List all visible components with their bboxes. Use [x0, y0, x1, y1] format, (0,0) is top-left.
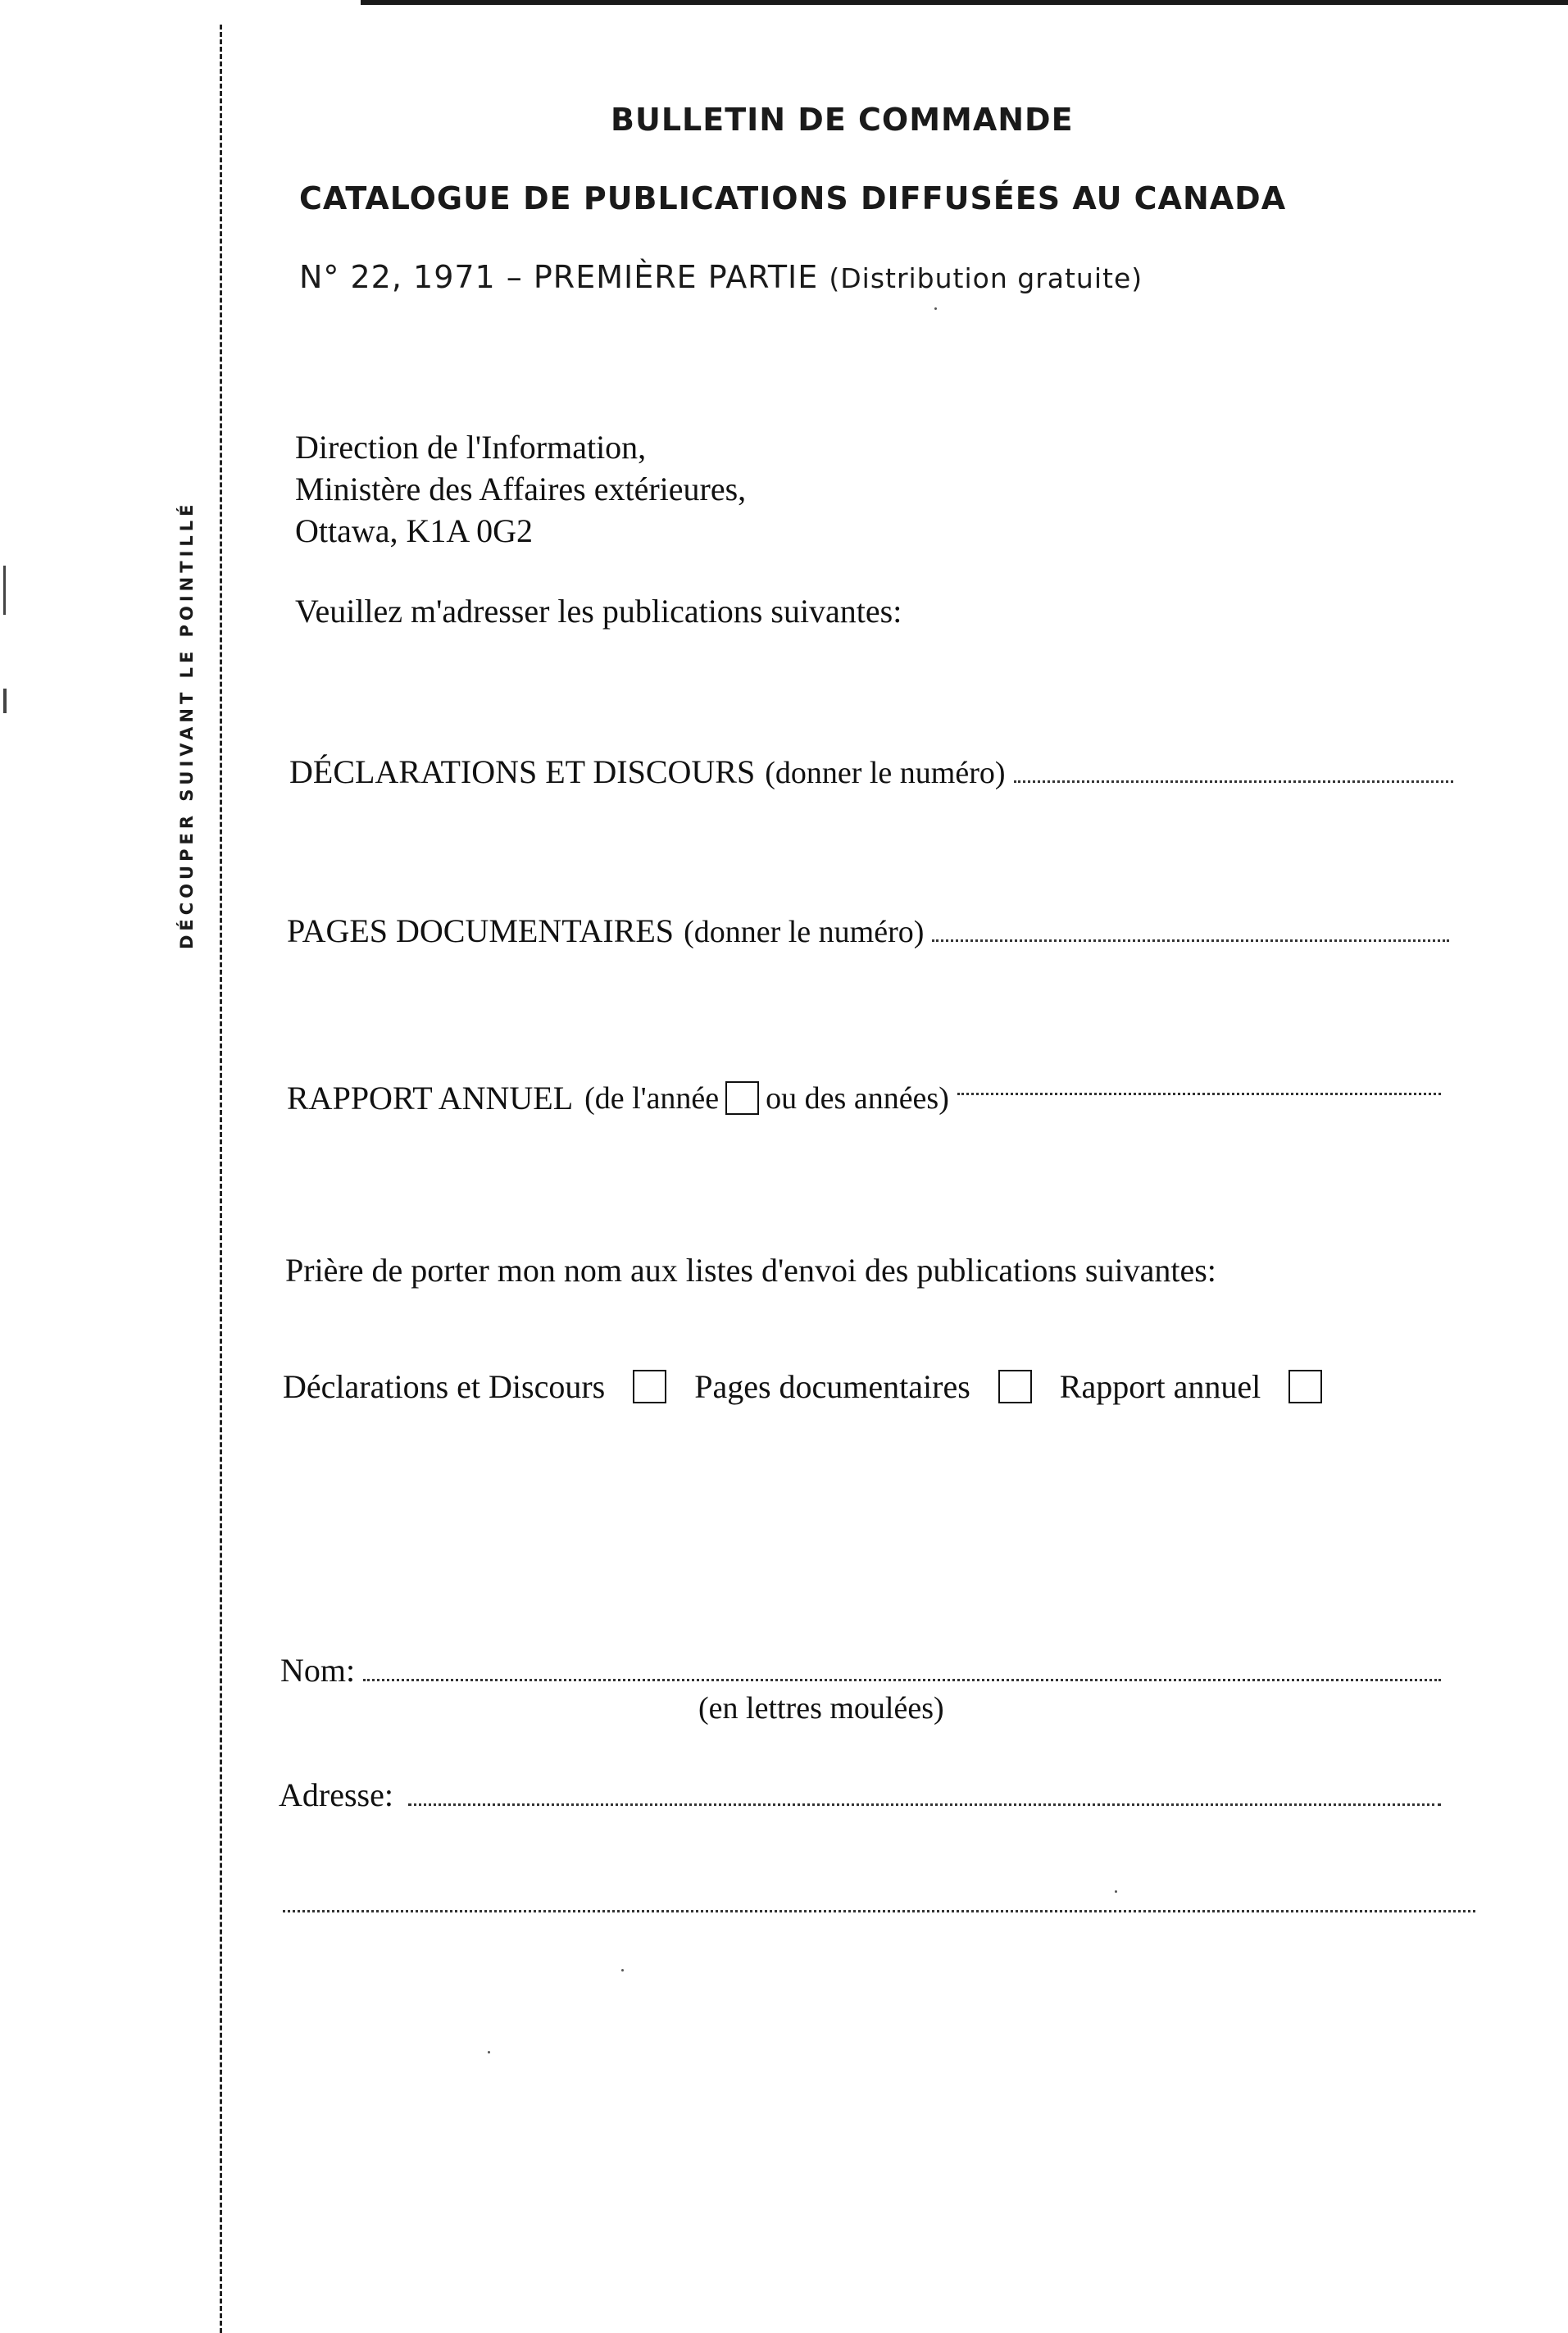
address-line: Ottawa, K1A 0G2: [295, 512, 533, 549]
address-row-2: [283, 1910, 1475, 1921]
mailing-address: [295, 426, 746, 552]
speck: [488, 2051, 490, 2053]
option-report-label: Rapport annuel: [1059, 1368, 1261, 1405]
name-label: Nom:: [280, 1652, 356, 1689]
edition-text: N° 22, 1971 – PREMIÈRE PARTIE: [299, 259, 819, 295]
option-report-checkbox[interactable]: [1288, 1370, 1322, 1403]
edition-line: [299, 259, 1143, 295]
report-years-field[interactable]: [957, 1093, 1441, 1095]
address-label: Adresse:: [279, 1776, 393, 1813]
edition-note: (Distribution gratuite): [829, 262, 1143, 294]
name-field[interactable]: [363, 1679, 1441, 1681]
cut-instruction: DÉCOUPER SUIVANT LE POINTILLÉ: [177, 500, 197, 949]
address-field[interactable]: [408, 1803, 1441, 1806]
option-pages-label: Pages documentaires: [694, 1368, 970, 1405]
address-row: [279, 1776, 1441, 1814]
speck: [621, 1969, 624, 1971]
speck: [1115, 1890, 1117, 1893]
request-text: Veuillez m'adresser les publications suivantes:: [295, 593, 902, 630]
address-line: Ministère des Affaires extérieures,: [295, 471, 747, 507]
top-rule: [361, 0, 1568, 5]
statements-label: DÉCLARATIONS ET DISCOURS: [289, 753, 756, 790]
form-title: BULLETIN DE COMMANDE: [611, 102, 1074, 138]
mailing-list-text: Prière de porter mon nom aux listes d'envoi des publications suivantes:: [285, 1252, 1216, 1289]
statements-row: [289, 753, 1453, 791]
report-note-years: ou des années): [766, 1080, 949, 1116]
pages-number-field[interactable]: [932, 939, 1449, 942]
option-pages-checkbox[interactable]: [998, 1370, 1032, 1403]
report-label: RAPPORT ANNUEL: [287, 1080, 574, 1116]
pages-label: PAGES DOCUMENTAIRES: [287, 912, 675, 949]
speck: [934, 307, 937, 310]
option-statements-checkbox[interactable]: [633, 1370, 666, 1403]
edge-mark: [3, 566, 6, 615]
statements-number-field[interactable]: [1014, 780, 1453, 783]
statements-note: (donner le numéro): [765, 756, 1006, 790]
address-field-2[interactable]: [283, 1910, 1475, 1912]
report-row: [287, 1079, 1441, 1117]
option-statements-label: Déclarations et Discours: [283, 1368, 606, 1405]
pages-row: [287, 912, 1449, 950]
cut-dashed-line: [220, 25, 222, 2333]
name-row: [280, 1651, 1441, 1689]
address-line: Direction de l'Information,: [295, 429, 647, 466]
name-note: (en lettres moulées): [698, 1691, 944, 1726]
pages-note: (donner le numéro): [684, 915, 925, 949]
catalogue-title: CATALOGUE DE PUBLICATIONS DIFFUSÉES AU CANADA: [299, 180, 1287, 216]
mailing-options: [283, 1367, 1329, 1406]
edge-mark: [3, 689, 7, 713]
report-year-checkbox[interactable]: [725, 1081, 759, 1115]
report-note-year: (de l'année: [584, 1080, 720, 1116]
